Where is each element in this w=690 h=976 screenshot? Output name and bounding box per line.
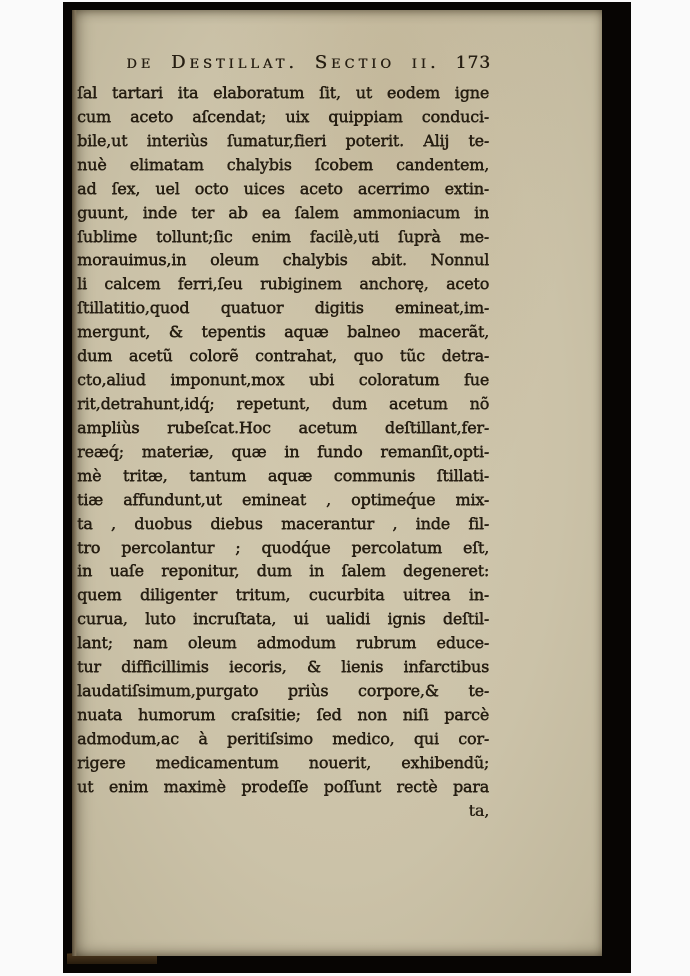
text-block	[77, 81, 489, 799]
text-line: ad ſex, uel octo uices aceto acerrimo extin-	[77, 178, 489, 198]
text-line: ta , duobus diebus macerantur , inde fil-	[77, 513, 489, 533]
text-line: tur difficillimis iecoris, & lienis infarctibus	[77, 657, 489, 677]
text-line: ſublime tollunt;ſic enim facilè,uti ſuprà me-	[77, 226, 489, 246]
book-page	[72, 10, 602, 956]
text-line: tro percolantur ; quodq́ue percolatum eſt,	[77, 537, 489, 557]
text-line: ſtillatitio,quod quatuor digitis emineat,im-	[77, 298, 489, 318]
text-line: ſal tartari ita elaboratum ſit, ut eodem igne	[77, 83, 489, 102]
text-line: ampliùs rubeſcat.Hoc acetum deſtillant,fer-	[77, 417, 489, 437]
catchword: ta,	[468, 801, 489, 820]
text-line: cum aceto aſcendat; uix quippiam conduci-	[77, 106, 489, 126]
text-line: li calcem ferri,ſeu rubiginem anchorę, aceto	[77, 274, 489, 294]
text-line: guunt, inde ter ab ea ſalem ammoniacum in	[77, 202, 489, 222]
text-line: dum acetũ colorẽ contrahat, quo tũc detra-	[77, 346, 489, 366]
text-line: laudatiſsimum,purgato priùs corpore,& te-	[77, 681, 489, 701]
text-line: rigere medicamentum nouerit, exhibendũ;	[77, 752, 489, 772]
text-line: reæq́; materiæ, quæ in fundo remanſit,opti-	[77, 441, 489, 461]
text-line: lant; nam oleum admodum rubrum educe-	[77, 633, 489, 653]
text-line: ut enim maximè prodeſſe poſſunt rectè para	[77, 776, 489, 796]
text-line: rit,detrahunt,idq́; repetunt, dum acetum nõ	[77, 393, 489, 413]
text-line: tiæ affundunt,ut emineat , optimeq́ue mix-	[77, 489, 489, 509]
running-head	[77, 52, 489, 76]
text-line: in uaſe reponitur, dum in ſalem degeneret:	[77, 561, 489, 581]
text-line: quem diligenter tritum, cucurbita uitrea in-	[77, 585, 489, 605]
text-line: morauimus,in oleum chalybis abit. Nonnul	[77, 250, 489, 270]
running-head-title: de Destillat. Sectio ii.	[126, 52, 440, 73]
text-line: bile,ut interiùs ſumatur,fieri poterit. Alij te-	[77, 130, 489, 150]
text-line: mè tritæ, tantum aquæ communis ſtillati-	[77, 465, 489, 485]
page-number: 173	[455, 53, 491, 73]
text-line: mergunt, & tepentis aquæ balneo macerãt,	[77, 322, 489, 342]
text-line: cto,aliud imponunt,mox ubi coloratum fue	[77, 370, 489, 390]
text-line: curua, luto incruſtata, ui ualidi ignis deſtil-	[77, 609, 489, 629]
text-line: admodum,ac à peritiſsimo medico, qui cor-	[77, 728, 489, 748]
text-line: nuata humorum craſsitie; ſed non niſi parcè	[77, 704, 489, 724]
text-line: nuè elimatam chalybis ſcobem candentem,	[77, 154, 489, 174]
